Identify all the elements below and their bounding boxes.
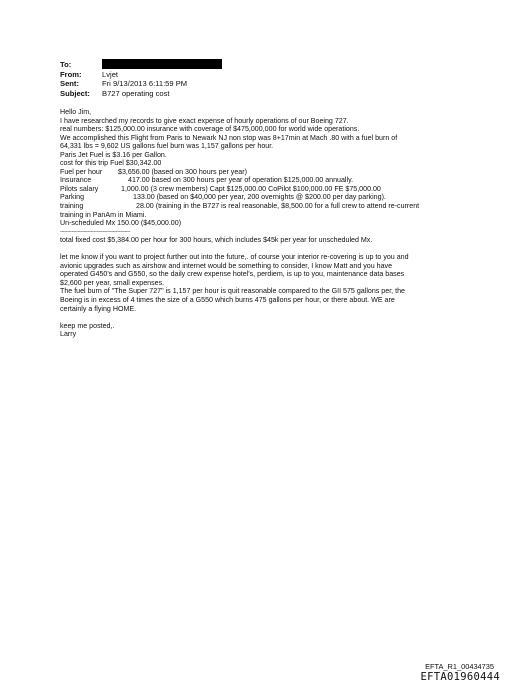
cost-value: 417.00 based on 300 hours per year of operation $125,000.00 annually. [128,176,354,185]
cost-row [60,176,460,185]
from-row [60,70,222,80]
body-line: Paris Jet Fuel is $3.16 per Gallon. [60,150,167,159]
cost-row [60,185,460,194]
email-header [60,60,222,98]
body-line: operated G450's and G550, so the daily crew expense hotel's, perdiem, is up to you, maintenance data bases [60,270,405,279]
closing-line: keep me posted,. [60,321,115,330]
subject-label: Subject: [60,88,90,98]
paragraph-gap [60,245,460,254]
bates-number: EFTA01960444 [420,671,500,683]
from-value: Lvjet [102,69,119,79]
cost-row [60,202,460,211]
cost-value: 1,000.00 (3 crew members) Capt $125,000.00 CoPilot $100,000.00 FE $75,000.00 [121,184,381,193]
cost-label: Pilots salary [60,184,99,193]
body-line: cost for this trip Fuel $30,342.00 [60,159,162,168]
cost-label: training [60,202,84,211]
from-label: From: [60,69,82,79]
body-line: Un-scheduled Mx 150.00 ($45,000.00) [60,219,182,228]
sent-label: Sent: [60,79,79,89]
subject-row [60,89,222,99]
separator-line: ------------------------------------------------ [60,228,131,235]
body-line: real numbers: $125,000.00 insurance with coverage of $475,000,000 for world wide operations. [60,125,360,134]
body-line: $2,600 per year, small expenses. [60,278,165,287]
paragraph-gap [60,313,460,322]
body-line: Hello Jim, [60,108,92,116]
to-row [60,60,222,70]
body-line: let me know if you want to project further out into the future,. of course your interior re-covering is up to you and [60,253,409,262]
cost-label: Parking [60,193,85,202]
cost-label: Fuel per hour [60,167,103,176]
cost-label: Insurance [60,176,92,185]
sent-value: Fri 9/13/2013 6:11:59 PM [102,79,188,89]
cost-value: 28.00 (training in the B727 is real reasonable, $8,500.00 for a full crew to attend re-current [136,202,420,211]
body-line: avionic upgrades such as airshow and internet would be something to consider, I know Matt and you have [60,261,393,270]
body-line: I have researched my records to give exact expense of hourly operations of our Boeing 727. [60,116,349,125]
body-line: training in PanAm in Miami. [60,210,147,219]
total-line: total fixed cost $5,384.00 per hour for 300 hours, which includes $45k per year for unscheduled Mx. [60,236,373,245]
body-line: certainly a flying HOME. [60,304,137,313]
cost-row [60,193,460,202]
body-line: 64,331 lbs = 9,602 US gallons fuel burn was 1,157 gallons per hour. [60,142,274,151]
signature-name: Larry [60,330,77,339]
redaction-block [102,59,222,69]
cost-table [60,168,460,211]
body-line: The fuel burn of "The Super 727" is 1,157 per hour is quit reasonable compared to the GII 575 gallons per, the [60,287,405,296]
subject-value: B727 operating cost [102,88,170,98]
sent-row [60,79,222,89]
bates-number-small: EFTA_R1_00434735 [425,662,494,671]
body-line: Boeing is in excess of 4 times the size of a G550 which burns 475 gallons per hour, or there about. WE are [60,296,395,305]
cost-value: $3,656.00 (based on 300 hours per year) [118,167,247,176]
email-body [60,108,460,339]
cost-value: 133.00 (based on $40,000 per year, 200 overnights @ $200.00 per day parking). [133,193,386,202]
to-label: To: [60,60,72,69]
cost-row [60,168,460,177]
body-line: We accomplished this Flight from Paris to Newark NJ non stop was 8+17min at Mach .80 with a fuel burn of [60,133,398,142]
